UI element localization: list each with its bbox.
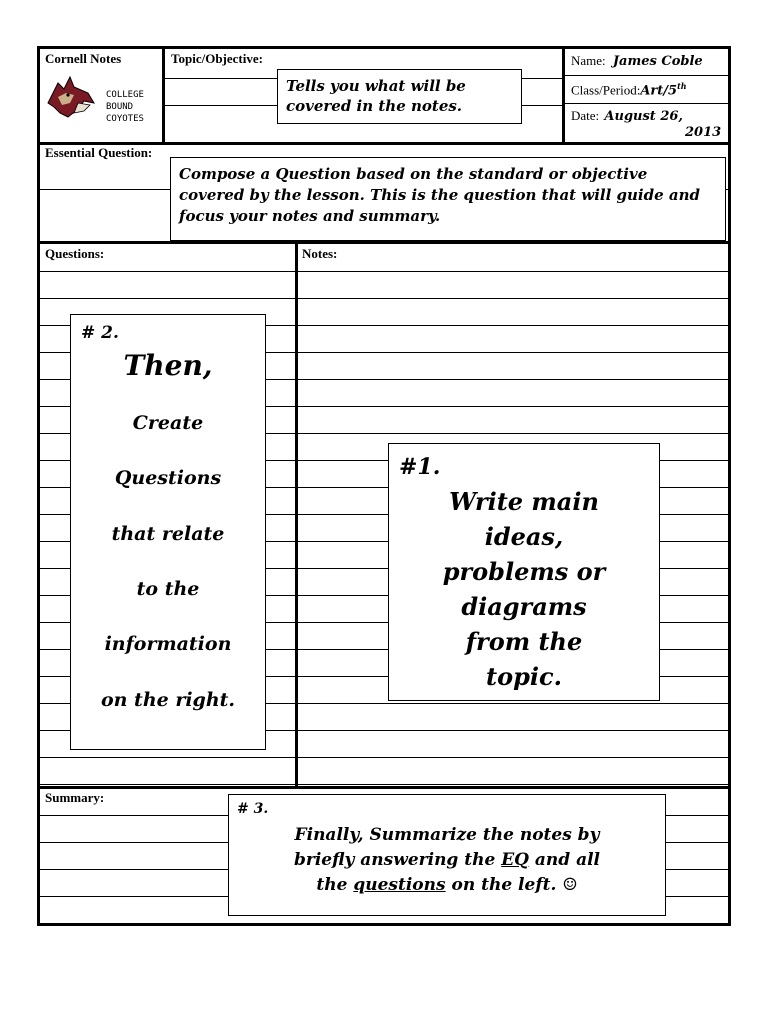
- notes-line-2: ideas,: [484, 522, 564, 551]
- questions-line-2: Questions: [114, 467, 222, 489]
- class-value: Art/5: [640, 83, 678, 99]
- topic-label: Topic/Objective:: [171, 51, 263, 66]
- class-sup: th: [677, 81, 687, 91]
- notes-line-3: problems or: [442, 557, 606, 586]
- summary-label: Summary:: [45, 790, 105, 805]
- summary-step-number: # 3.: [237, 801, 269, 817]
- ruled-line: [40, 271, 728, 272]
- essential-question-callout: Compose a Question based on the standard or objective covered by the lesson. This is the question that will guide and focus your notes and summary.: [170, 157, 726, 241]
- topic-callout: Tells you what will be covered in the notes.: [277, 69, 522, 124]
- cornell-notes-sheet: [37, 46, 731, 926]
- questions-callout: [70, 314, 266, 750]
- questions-line-3: that relate: [111, 523, 225, 545]
- name-field: [571, 53, 703, 69]
- questions-step-number: # 2.: [81, 323, 119, 343]
- coyote-logo-icon: [44, 73, 96, 121]
- ruled-line: [40, 757, 728, 758]
- cornell-notes-label: Cornell Notes: [45, 51, 122, 66]
- notes-label: Notes:: [302, 246, 338, 261]
- summary-line-2a: briefly answering the: [293, 850, 502, 870]
- essential-question-label: Essential Question:: [45, 145, 153, 160]
- notes-line-1: Write main: [449, 487, 599, 516]
- header-divider-2: [562, 49, 565, 142]
- summary-line-2: [229, 848, 665, 873]
- notes-text: [389, 484, 659, 694]
- questions-line-1: Create: [132, 412, 204, 434]
- summary-questions: questions: [353, 875, 446, 895]
- name-rule: [565, 75, 731, 76]
- questions-line-6: on the right.: [100, 689, 236, 711]
- date-field: [571, 108, 683, 124]
- notes-line-4: diagrams: [461, 592, 587, 621]
- logo-line-2: BOUND: [106, 102, 134, 112]
- class-label: Class/Period:: [571, 82, 641, 98]
- summary-text: [229, 823, 665, 898]
- notes-line-6: topic.: [486, 662, 562, 691]
- class-rule: [565, 103, 731, 104]
- summary-top-rule: [40, 786, 728, 789]
- ruled-line: [40, 298, 728, 299]
- summary-line-1: Finally, Summarize the notes by: [294, 825, 600, 845]
- questions-line-5: information: [104, 633, 232, 655]
- logo-line-3: COYOTES: [106, 114, 144, 124]
- notes-step-number: #1.: [399, 454, 441, 480]
- questions-label: Questions:: [45, 246, 105, 261]
- logo-line-1: COLLEGE: [106, 90, 144, 100]
- ruled-line: [40, 784, 728, 785]
- questions-line-4: to the: [136, 578, 200, 600]
- smiley-icon: ☺: [562, 875, 578, 895]
- summary-line-3: [229, 873, 665, 898]
- logo-text: [106, 89, 144, 125]
- date-label: Date:: [571, 108, 600, 123]
- summary-line-3b: on the left.: [445, 875, 563, 895]
- notes-callout: [388, 443, 660, 701]
- summary-line-3a: the: [316, 875, 354, 895]
- date-value-1: August 26,: [604, 109, 683, 124]
- date-value-2: 2013: [685, 125, 722, 140]
- header-divider-1: [162, 49, 165, 142]
- eq-bottom-rule: [40, 241, 728, 244]
- name-label: Name:: [571, 53, 606, 68]
- summary-callout: [228, 794, 666, 916]
- notes-line-5: from the: [465, 627, 583, 656]
- class-field: [571, 81, 687, 98]
- questions-then: Then,: [123, 349, 213, 382]
- summary-line-2b: and all: [528, 850, 600, 870]
- summary-eq: EQ: [501, 850, 529, 870]
- name-value: James Coble: [612, 54, 703, 69]
